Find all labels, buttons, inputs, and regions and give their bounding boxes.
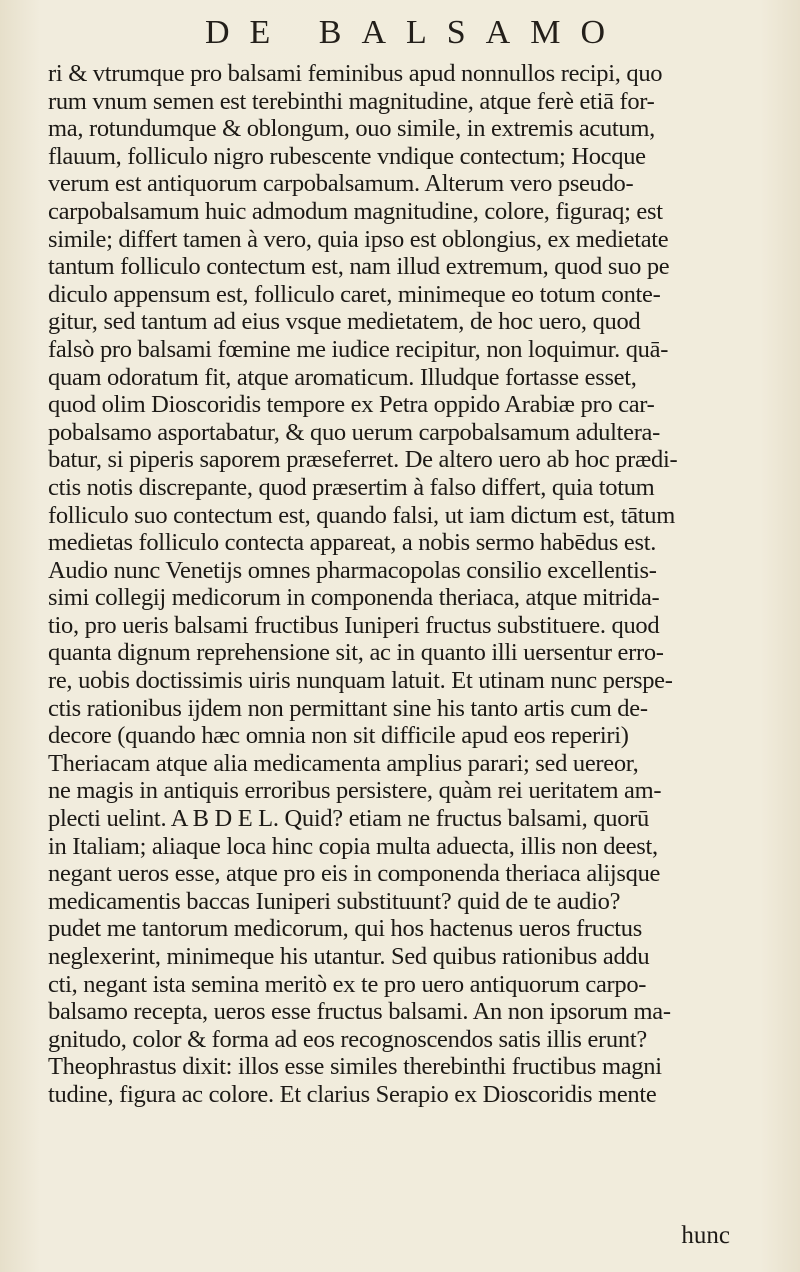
- text-line: tantum folliculo contectum est, nam illud extremum, quod suo pe: [48, 253, 670, 281]
- text-line: rum vnum semen est terebinthi magnitudine, atque ferè etiā for-: [48, 87, 655, 115]
- text-line: quanta dignum reprehensione sit, ac in quanto illi uersentur erro-: [48, 639, 664, 667]
- text-line: pudet me tantorum medicorum, qui hos hactenus ueros fructus: [48, 915, 642, 943]
- text-line: Audio nunc Venetijs omnes pharmacopolas consilio excellentis-: [48, 556, 657, 584]
- text-line: gnitudo, color & forma ad eos recognoscendos satis illis erunt?: [48, 1025, 647, 1053]
- text-line: ne magis in antiquis erroribus persistere, quàm rei ueritatem am-: [48, 777, 662, 805]
- text-line: verum est antiquorum carpobalsamum. Alterum vero pseudo-: [48, 170, 634, 198]
- text-line: Theriacam atque alia medicamenta amplius parari; sed uereor,: [48, 749, 639, 777]
- text-line: decore (quando hæc omnia non sit difficile apud eos reperiri): [48, 722, 629, 750]
- text-line: in Italiam; aliaque loca hinc copia multa aduecta, illis non deest,: [48, 832, 658, 860]
- running-head: DE BALSAMO: [204, 14, 626, 51]
- text-line: ri & vtrumque pro balsami feminibus apud nonnullos recipi, quo: [48, 60, 663, 87]
- text-line: ctis notis discrepante, quod præsertim à falso differt, quia totum: [48, 473, 655, 501]
- text-line: carpobalsamum huic admodum magnitudine, colore, figuraq; est: [48, 197, 663, 225]
- text-line: plecti uelint. A B D E L. Quid? etiam ne fructus balsami, quorū: [48, 805, 649, 833]
- text-line: ma, rotundumque & oblongum, ouo simile, in extremis acutum,: [48, 115, 655, 143]
- text-line: balsamo recepta, ueros esse fructus balsami. An non ipsorum ma-: [48, 998, 671, 1026]
- catchword: hunc: [681, 1222, 730, 1249]
- text-line: falsò pro balsami fœmine me iudice recipitur, non loquimur. quā-: [48, 335, 669, 363]
- text-line: flauum, folliculo nigro rubescente vndique contectum; Hocque: [48, 142, 646, 170]
- text-line: simi collegij medicorum in componenda theriaca, atque mitrida-: [48, 584, 660, 612]
- body-text: [48, 60, 772, 1109]
- text-line: folliculo suo contectum est, quando falsi, ut iam dictum est, tātum: [48, 501, 675, 529]
- text-line: neglexerint, minimeque his utantur. Sed quibus rationibus addu: [48, 943, 650, 970]
- text-line: tudine, figura ac colore. Et clarius Serapio ex Dioscoridis mente: [48, 1080, 657, 1108]
- text-line: quod olim Dioscoridis tempore ex Petra oppido Arabiæ pro car-: [48, 391, 655, 419]
- text-line: gitur, sed tantum ad eius vsque medietatem, de hoc uero, quod: [48, 308, 641, 336]
- text-line: medietas folliculo contecta appareat, a nobis sermo habēdus est.: [48, 529, 657, 557]
- text-line: tio, pro ueris balsami fructibus Iuniperi fructus substituere. quod: [48, 611, 660, 639]
- text-line: diculo appensum est, folliculo caret, minimeque eo totum conte-: [48, 280, 661, 308]
- text-line: batur, si piperis saporem præseferret. De altero uero ab hoc prædi-: [48, 446, 678, 474]
- text-line: quam odoratum fit, atque aromaticum. Illudque fortasse esset,: [48, 363, 637, 391]
- text-line: simile; differt tamen à vero, quia ipso est oblongius, ex medietate: [48, 225, 669, 253]
- text-line: cti, negant ista semina meritò ex te pro uero antiquorum carpo-: [48, 970, 647, 998]
- text-line: pobalsamo asportabatur, & quo uerum carpobalsamum adultera-: [48, 418, 660, 446]
- text-line: ctis rationibus ijdem non permittant sine his tanto artis cum de-: [48, 694, 648, 722]
- text-line: medicamentis baccas Iuniperi substituunt? quid de te audio?: [48, 887, 621, 915]
- text-line: re, uobis doctissimis uiris nunquam latuit. Et utinam nunc perspe-: [48, 667, 673, 695]
- text-line: negant ueros esse, atque pro eis in componenda theriaca alijsque: [48, 860, 661, 888]
- text-line: Theophrastus dixit: illos esse similes therebinthi fructibus magni: [48, 1053, 662, 1081]
